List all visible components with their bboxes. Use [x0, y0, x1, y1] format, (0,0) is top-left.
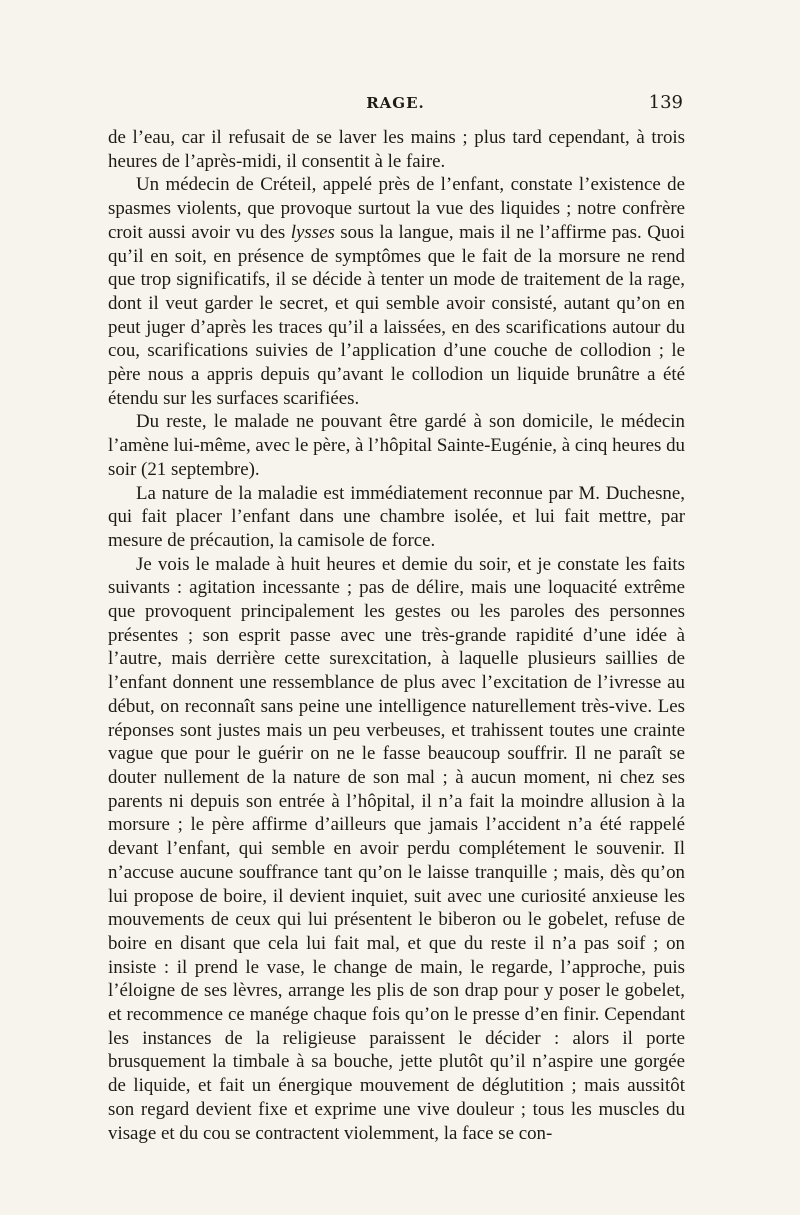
body-text: [108, 126, 685, 1145]
paragraph: La nature de la maladie est immédiatement reconnue par M. Duchesne, qui fait placer l’enfant dans une chambre isolée, et lui fait mettre, par mesure de précaution, la camisole de force.: [108, 482, 685, 551]
paragraph: Du reste, le malade ne pouvant être gardé à son domicile, le médecin l’amène lui-même, avec le père, à l’hôpital Sainte-Eugénie, à cinq heures du soir (21 septembre).: [108, 411, 685, 480]
paragraph: de l’eau, car il refusait de se laver les mains ; plus tard cependant, à trois heures de l’après-midi, il consentit à le faire.: [108, 127, 685, 172]
paragraph-text: Un médecin de Créteil, appelé près de l’enfant, constate l’existence de spasmes violents, que provoque surtout la vue des liquides ; notre confrère croit aussi avoir vu des: [108, 174, 685, 243]
page-number: 139: [648, 92, 683, 113]
running-title: RAGE.: [366, 94, 425, 112]
paragraph-text: sous la langue, mais il ne l’affirme pas. Quoi qu’il en soit, en présence de symptômes que le fait de la morsure ne rend que trop significatifs, il se décide à tenter un mode de traitement de la rage, dont il veut garder le secret, et qui semble avoir consisté, autant qu’on en peut juger d’après les traces qu’il a laissées, en des scarifications autour du cou, scarifications suivies de l’application d’une couche de collodion ; le père nous a appris depuis qu’avant le collodion un liquide brunâtre a été étendu sur les surfaces scarifiées.: [108, 221, 685, 409]
running-head: [108, 94, 683, 122]
italic-term: lysses: [290, 221, 335, 243]
paragraph: Je vois le malade à huit heures et demie du soir, et je constate les faits suivants : agitation incessante ; pas de délire, mais une loquacité extrême que provoquent principalement les gestes ou les paroles des personnes présentes ; son esprit passe avec une très-grande rapidité d’une idée à l’autre, mais derrière cette surexcitation, à laquelle plusieurs saillies de l’enfant donnent une ressemblance de plus avec l’excitation de l’ivresse au début, on reconnaît sans peine une intelligence naturellement très-vive. Les réponses sont justes mais un peu verbeuses, et trahissent toutes une crainte vague que pour le guérir on ne le fasse beaucoup souffrir. Il ne paraît se douter nullement de la nature de son mal ; à aucun moment, ni chez ses parents ni depuis son entrée à l’hôpital, il n’a fait la moindre allusion à la morsure ; le père affirme d’ailleurs que jamais l’accident n’a été rappelé devant l’enfant, qui semble en avoir perdu complétement le souvenir. Il n’accuse aucune souffrance tant qu’on le laisse tranquille ; mais, dès qu’on lui propose de boire, il devient inquiet, suit avec une curiosité anxieuse les mouvements de ceux qui lui présentent le biberon ou le gobelet, refuse de boire en disant que cela lui fait mal, et que du reste il n’a pas soif ; on insiste : il prend le vase, le change de main, le regarde, l’approche, puis l’éloigne de ses lèvres, arrange les plis de son drap pour y poser le gobelet, et recommence ce manége chaque fois qu’on le presse d’en finir. Cependant les instances de la religieuse paraissent le décider : alors il porte brusquement la timbale à sa bouche, jette plutôt qu’il n’aspire une gorgée de liquide, et fait un énergique mouvement de déglutition ; mais aussitôt son regard devient fixe et exprime une vive douleur ; tous les muscles du visage et du cou se contractent violemment, la face se con-: [108, 553, 685, 1144]
paragraph: [108, 173, 685, 410]
